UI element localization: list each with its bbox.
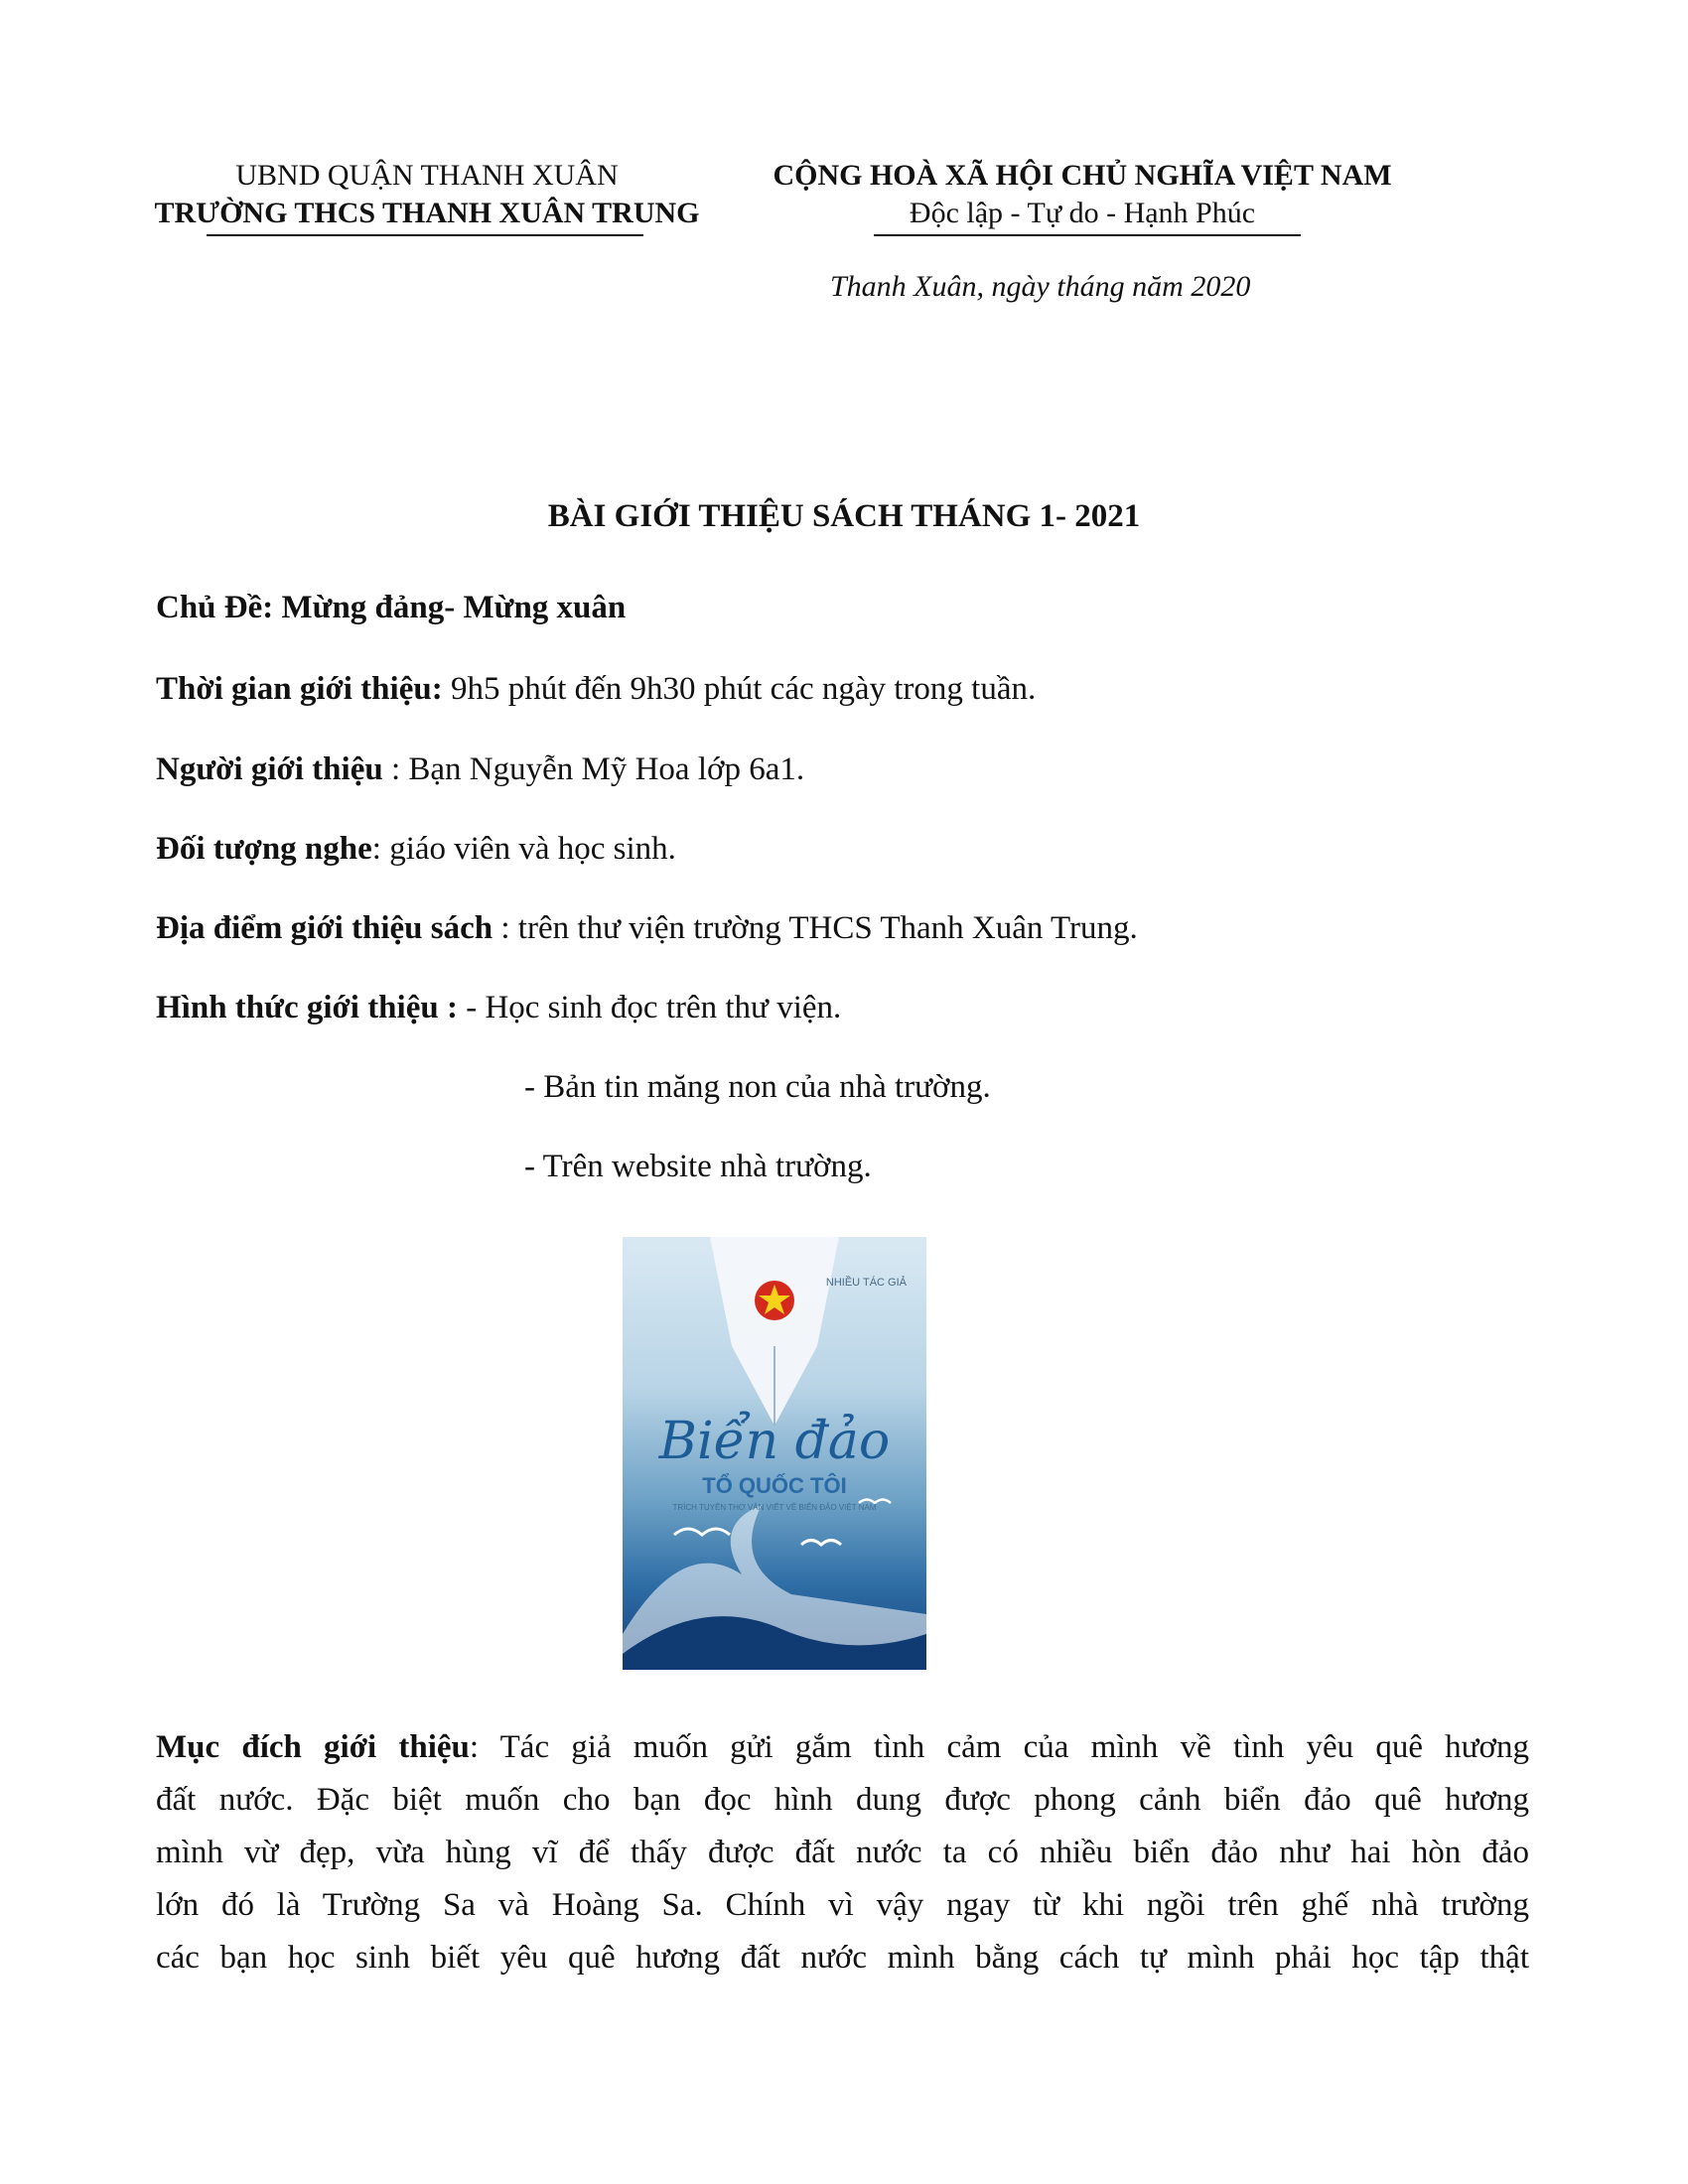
format-item-newsletter: - Bản tin măng non của nhà trường. [524, 1069, 991, 1105]
field-location-label: Địa điểm giới thiệu sách [156, 910, 493, 946]
field-audience-label: Đối tượng nghe [156, 831, 372, 867]
seagull-icon [674, 1529, 730, 1535]
purpose-line: đất nước. Đặc biệt muốn cho bạn đọc hình dung được phong cảnh biển đảo quê hương [156, 1782, 1529, 1818]
purpose-line-text: : Tác giả muốn gửi gắm tình cảm của mình về tình yêu quê hương [469, 1729, 1529, 1765]
field-location-value: : trên thư viện trường THCS Thanh Xuân Trung. [492, 910, 1138, 946]
field-format-label: Hình thức giới thiệu : [156, 990, 458, 1025]
national-header [735, 157, 1430, 232]
seagull-icon [801, 1541, 841, 1546]
motto-underline [874, 234, 1301, 236]
book-author: NHIỀU TÁC GIẢ [825, 1277, 907, 1289]
field-topic-label: Chủ Đề: Mừng đảng- Mừng xuân [156, 590, 627, 625]
purpose-paragraph [156, 1721, 1529, 1984]
issuer-school: TRƯỜNG THCS THANH XUÂN TRUNG [154, 197, 700, 229]
purpose-line [156, 1721, 1529, 1774]
issuer-district: UBND QUẬN THANH XUÂN [235, 159, 619, 192]
document-title: BÀI GIỚI THIỆU SÁCH THÁNG 1- 2021 [547, 498, 1141, 534]
book-subtitle: TỔ QUỐC TÔI [702, 1473, 847, 1498]
field-time-value: 9h5 phút đến 9h30 phút các ngày trong tuần. [442, 671, 1037, 707]
purpose-line: mình vừ đẹp, vừa hùng vĩ để thấy được đất nước ta có nhiều biển đảo như hai hòn đảo [156, 1835, 1529, 1870]
national-motto: Độc lập - Tự do - Hạnh Phúc [909, 197, 1256, 229]
national-name: CỘNG HOÀ XÃ HỘI CHỦ NGHĨA VIỆT NAM [773, 159, 1392, 192]
book-tagline: TRÍCH TUYỂN THƠ VĂN VIẾT VỀ BIỂN ĐẢO VIỆT NAM [672, 1503, 877, 1512]
field-audience-value: : giáo viên và học sinh. [371, 831, 676, 867]
purpose-label: Mục đích giới thiệu [156, 1729, 470, 1765]
field-topic [156, 586, 626, 629]
field-location [156, 906, 1138, 950]
book-title: Biển đảo [658, 1412, 891, 1471]
dateline: Thanh Xuân, ngày tháng năm 2020 [830, 270, 1251, 303]
field-audience [156, 827, 676, 871]
field-time [156, 667, 1036, 711]
issuer-underline [207, 234, 643, 236]
field-time-label: Thời gian giới thiệu: [156, 671, 443, 707]
field-format-value: - Học sinh đọc trên thư viện. [457, 990, 842, 1025]
field-presenter-value: : Bạn Nguyễn Mỹ Hoa lớp 6a1. [382, 751, 805, 787]
field-presenter-label: Người giới thiệu [156, 751, 383, 787]
book-cover-image [623, 1237, 926, 1670]
field-presenter [156, 748, 804, 791]
purpose-line: các bạn học sinh biết yêu quê hương đất nước mình bằng cách tự mình phải học tập thật [156, 1940, 1529, 1976]
purpose-line: lớn đó là Trường Sa và Hoàng Sa. Chính vì vậy ngay từ khi ngồi trên ghế nhà trường [156, 1887, 1529, 1923]
format-item-website: - Trên website nhà trường. [524, 1149, 872, 1184]
field-format [156, 986, 841, 1029]
issuer-block [149, 157, 705, 232]
